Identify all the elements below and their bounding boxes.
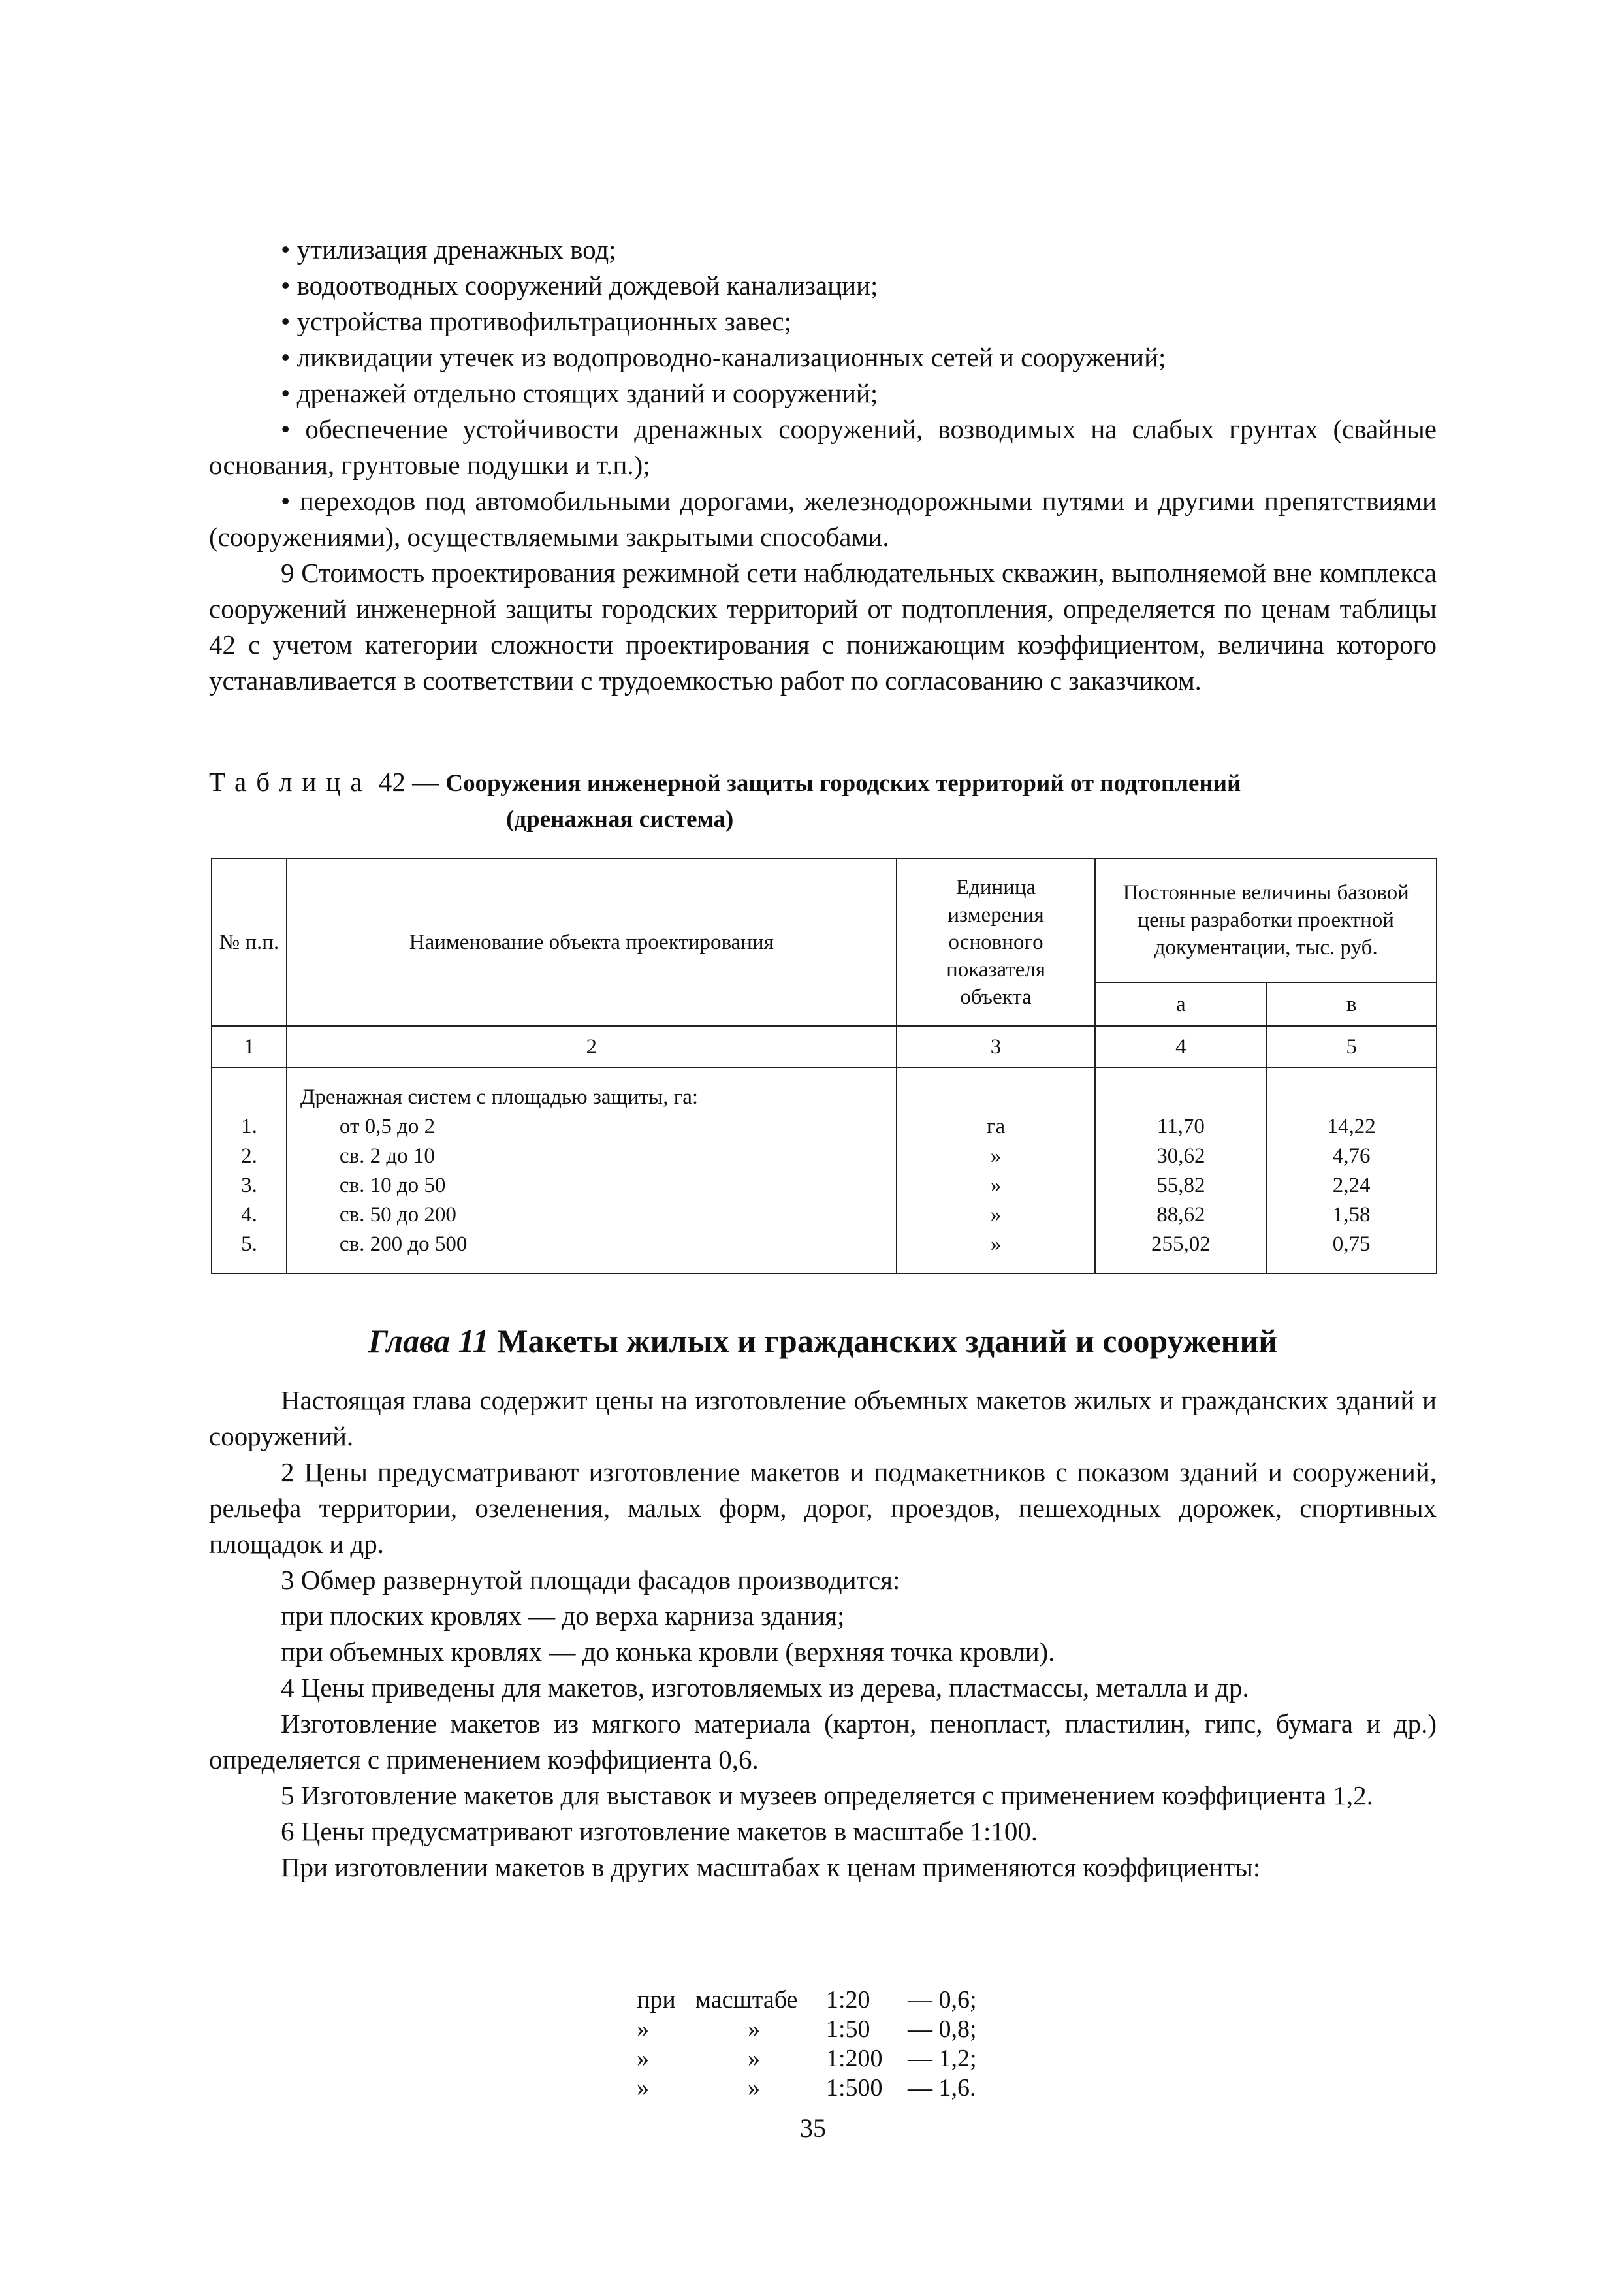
scale-c2: »: [748, 2074, 760, 2102]
rows-a-cell: [1095, 1068, 1266, 1274]
row-a: 30,62: [1156, 1144, 1205, 1168]
table-42: [211, 858, 1437, 1275]
row-num: 2.: [241, 1144, 257, 1168]
scale-value: 1:20: [826, 1986, 870, 2013]
paragraph: Настоящая глава содержит цены на изготовление объемных макетов жилых и гражданских зданий и сооружений.: [209, 1385, 1437, 1451]
row-b: 0,75: [1332, 1232, 1371, 1256]
scale-value: 1:50: [826, 2015, 870, 2043]
row-b: 4,76: [1332, 1144, 1371, 1168]
row-name: св. 10 до 50: [339, 1174, 446, 1197]
row-a: 88,62: [1156, 1203, 1205, 1227]
bullet-item: • водоотводных сооружений дождевой канализации;: [281, 270, 878, 300]
scale-c1: »: [637, 2015, 649, 2043]
paragraph: 2 Цены предусматривают изготовление макетов и подмакетников с показом зданий и сооружений, рельефа территории, озеленения, малых форм, дорог, проездов, пешеходных дорожек, спортивных площадок и др.: [209, 1457, 1437, 1559]
table-caption-title: Сооружения инженерной защиты городских территорий от подтоплений: [445, 770, 1241, 797]
scale-c2: »: [748, 2045, 760, 2072]
col-number: 3: [897, 1026, 1096, 1068]
scale-coef: — 0,6;: [908, 1986, 977, 2013]
scale-row: [637, 1985, 983, 2015]
paragraph: при объемных кровлях — до конька кровли (верхняя точка кровли).: [281, 1637, 1055, 1667]
row-b: 14,22: [1327, 1115, 1376, 1138]
scale-c1: »: [637, 2074, 649, 2102]
paragraph: 3 Обмер развернутой площади фасадов производится:: [281, 1565, 900, 1595]
scale-row: [637, 2044, 983, 2074]
bullet-item: • обеспечение устойчивости дренажных сооружений, возводимых на слабых грунтах (свайные основания, грунтовые подушки и т.п.);: [209, 414, 1437, 480]
row-num: 4.: [241, 1203, 257, 1227]
paragraph: 6 Цены предусматривают изготовление макетов в масштабе 1:100.: [281, 1816, 1038, 1846]
paragraph: При изготовлении макетов в других масштабах к ценам применяются коэффициенты:: [281, 1852, 1261, 1882]
scale-coefficients: [637, 1985, 983, 2103]
group-title: Дренажная систем с площадью защиты, га:: [300, 1085, 699, 1109]
header-name: Наименование объекта проектирования: [287, 858, 897, 1026]
rows-name-cell: [287, 1068, 897, 1274]
page-number: 35: [800, 2113, 826, 2143]
row-unit: »: [990, 1144, 1002, 1168]
scale-c2: »: [748, 2015, 760, 2043]
bullet-item: • устройства противофильтрационных завес;: [281, 306, 791, 336]
paragraph-9: 9 Стоимость проектирования режимной сети наблюдательных скважин, выполняемой вне комплекса сооружений инженерной защиты городских территорий от подтопления, определяется по ценам таблицы 42 с учетом категории сложности проектирования с понижающим коэффициентом, величина которого устанавливается в соответствии с трудоемкостью работ по согласованию с заказчиком.: [209, 558, 1437, 696]
row-unit: га: [986, 1115, 1006, 1138]
row-name: св. 2 до 10: [339, 1144, 435, 1168]
scale-value: 1:200: [826, 2045, 883, 2072]
header-num: № п.п.: [212, 858, 287, 1026]
table-caption-number: 42 —: [378, 767, 439, 797]
scale-c1: при: [637, 1986, 676, 2013]
bullet-item: • дренажей отдельно стоящих зданий и сооружений;: [281, 378, 878, 408]
scale-c1: »: [637, 2045, 649, 2072]
row-name: св. 200 до 500: [339, 1232, 468, 1256]
table-caption-label: Таблица: [209, 767, 372, 797]
row-unit: »: [990, 1232, 1002, 1256]
col-number: 5: [1266, 1026, 1437, 1068]
row-b: 2,24: [1332, 1174, 1371, 1197]
paragraph: Изготовление макетов из мягкого материала (картон, пенопласт, пластилин, гипс, бумага и др.) определяется с применением коэффициента 0,6.: [209, 1708, 1437, 1774]
row-num: 3.: [241, 1174, 257, 1197]
header-unit: Единица измерения основного показателя объекта: [897, 858, 1096, 1026]
col-number: 4: [1095, 1026, 1266, 1068]
table-caption-title-2: (дренажная система): [506, 806, 734, 833]
scale-value: 1:500: [826, 2074, 883, 2102]
chapter-body: [209, 1383, 1437, 1885]
chapter-heading: [209, 1321, 1437, 1360]
chapter-title: Макеты жилых и гражданских зданий и сооружений: [497, 1323, 1278, 1359]
row-a: 11,70: [1156, 1115, 1205, 1138]
scale-coef: — 1,6.: [908, 2074, 976, 2102]
paragraph: 5 Изготовление макетов для выставок и музеев определяется с применением коэффициента 1,2.: [281, 1780, 1373, 1810]
scale-c2: масштабе: [695, 1986, 798, 2013]
rows-num-cell: [212, 1068, 287, 1274]
scale-coef: — 0,8;: [908, 2015, 977, 2043]
top-section: [209, 232, 1437, 699]
paragraph: при плоских кровлях — до верха карниза здания;: [281, 1601, 845, 1631]
bullet-item: • ликвидации утечек из водопроводно-канализационных сетей и сооружений;: [281, 342, 1166, 372]
scale-coef: — 1,2;: [908, 2045, 977, 2072]
row-a: 55,82: [1156, 1174, 1205, 1197]
paragraph: 4 Цены приведены для макетов, изготовляемых из дерева, пластмассы, металла и др.: [281, 1673, 1249, 1703]
row-num: 1.: [241, 1115, 257, 1138]
row-b: 1,58: [1332, 1203, 1371, 1227]
scale-row: [637, 2074, 983, 2103]
header-const: Постоянные величины базовой цены разработки проектной документации, тыс. руб.: [1095, 858, 1437, 982]
header-a: а: [1095, 982, 1266, 1026]
col-number: 1: [212, 1026, 287, 1068]
bullet-item: • утилизация дренажных вод;: [281, 234, 616, 265]
rows-unit-cell: [897, 1068, 1096, 1274]
row-name: св. 50 до 200: [339, 1203, 456, 1227]
scale-row: [637, 2015, 983, 2044]
col-number: 2: [287, 1026, 897, 1068]
row-unit: »: [990, 1174, 1002, 1197]
row-unit: »: [990, 1203, 1002, 1227]
chapter-prefix: Глава 11: [368, 1323, 489, 1359]
header-b: в: [1266, 982, 1437, 1026]
rows-b-cell: [1266, 1068, 1437, 1274]
bullet-item: • переходов под автомобильными дорогами, железнодорожными путями и другими препятствиями (сооружениями), осуществляемыми закрытыми способами.: [209, 486, 1437, 552]
row-a: 255,02: [1151, 1232, 1211, 1256]
row-name: от 0,5 до 2: [339, 1115, 436, 1138]
table-caption: [209, 764, 1437, 837]
row-num: 5.: [241, 1232, 257, 1256]
